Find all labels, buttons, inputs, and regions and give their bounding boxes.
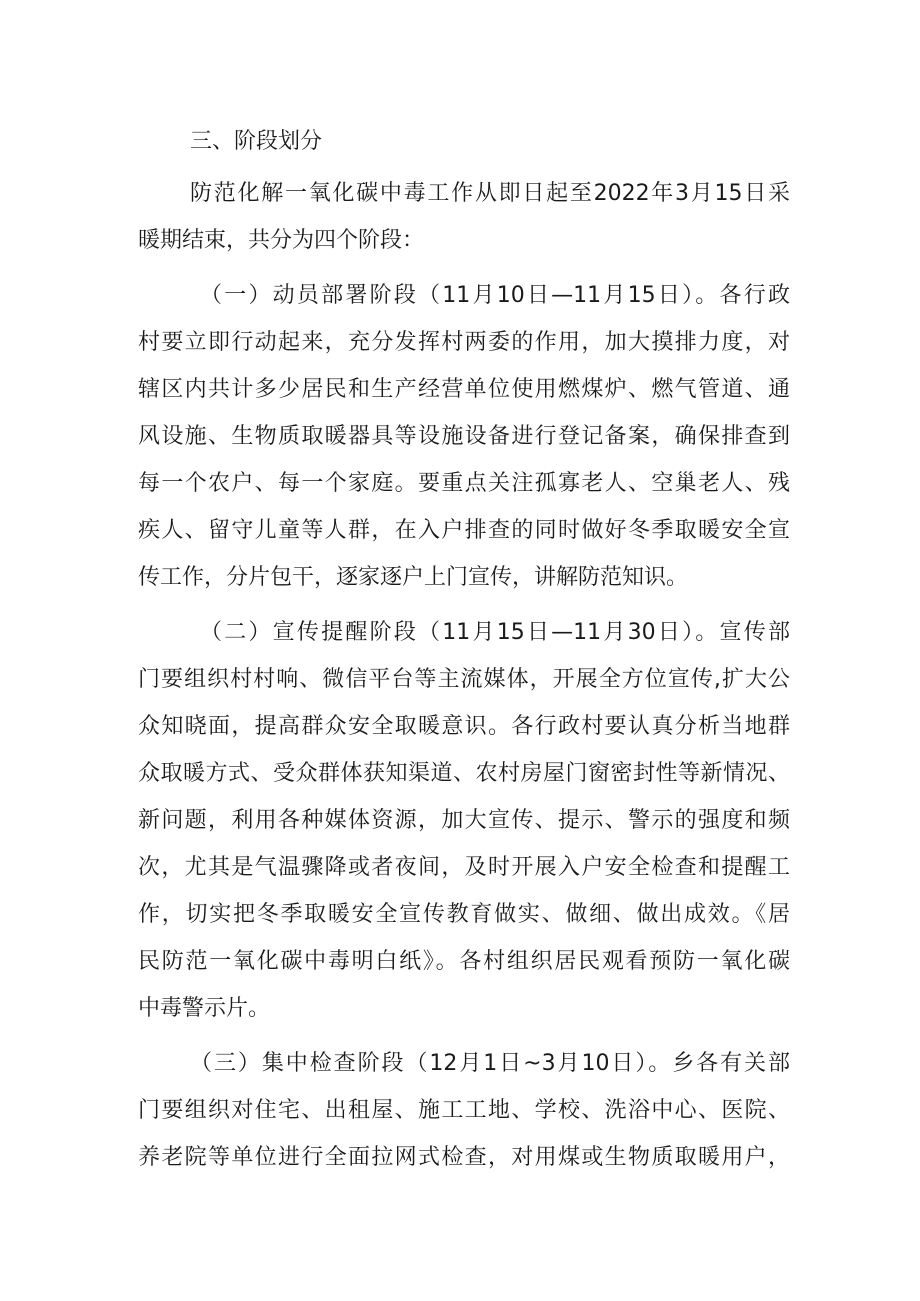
paragraph-line: 疾人、留守儿童等人群，在入户排查的同时做好冬季取暖安全宣	[138, 518, 790, 543]
paragraph-line: 风设施、生物质取暖器具等设施设备进行登记备案，确保排查到	[138, 424, 790, 449]
stage1-paragraph	[138, 272, 790, 601]
paragraph-line: （三）集中检查阶段（12月1日~3月10日）。乡各有关部	[190, 1051, 790, 1076]
document-body	[138, 118, 790, 1181]
paragraph-line: 每一个农户、每一个家庭。要重点关注孤寡老人、空巢老人、残	[138, 471, 790, 496]
paragraph-line: 作，切实把冬季取暖安全宣传教育做实、做细、做出成效。《居	[138, 902, 790, 927]
section-heading: 三、阶段划分	[190, 129, 323, 154]
paragraph-line: 众知晓面，提高群众安全取暖意识。各行政村要认真分析当地群	[138, 714, 790, 739]
paragraph-line: 村要立即行动起来，充分发挥村两委的作用，加大摸排力度，对	[138, 330, 790, 355]
paragraph-line: 民防范一氧化碳中毒明白纸》。各村组织居民观看预防一氧化碳	[138, 949, 790, 974]
paragraph-line: 门要组织村村响、微信平台等主流媒体，开展全方位宣传,扩大公	[138, 667, 790, 692]
stage3-paragraph	[138, 1040, 790, 1181]
paragraph-line: 暖期结束，共分为四个阶段：	[138, 228, 425, 253]
paragraph-line: 防范化解一氧化碳中毒工作从即日起至2022年3月15日采	[190, 181, 790, 206]
paragraph-line: 新问题，利用各种媒体资源，加大宣传、提示、警示的强度和频	[138, 808, 790, 833]
paragraph-line: （二）宣传提醒阶段（11月15日—11月30日）。宣传部	[200, 620, 790, 645]
intro-paragraph	[138, 170, 790, 264]
stage2-paragraph	[138, 609, 790, 1032]
paragraph-line: （一）动员部署阶段（11月10日—11月15日）。各行政	[200, 283, 790, 308]
paragraph-line: 中毒警示片。	[138, 996, 271, 1021]
paragraph-line: 辖区内共计多少居民和生产经营单位使用燃煤炉、燃气管道、通	[138, 377, 790, 402]
paragraph-line: 众取暖方式、受众群体获知渠道、农村房屋门窗密封性等新情况、	[138, 761, 790, 786]
paragraph-line: 传工作，分片包干，逐家逐户上门宣传，讲解防范知识。	[138, 565, 689, 590]
paragraph-line: 门要组织对住宅、出租屋、施工工地、学校、洗浴中心、医院、	[138, 1098, 790, 1123]
paragraph-line: 养老院等单位进行全面拉网式检查，对用煤或生物质取暖用户，	[138, 1145, 790, 1170]
paragraph-line: 次，尤其是气温骤降或者夜间，及时开展入户安全检查和提醒工	[138, 855, 790, 880]
